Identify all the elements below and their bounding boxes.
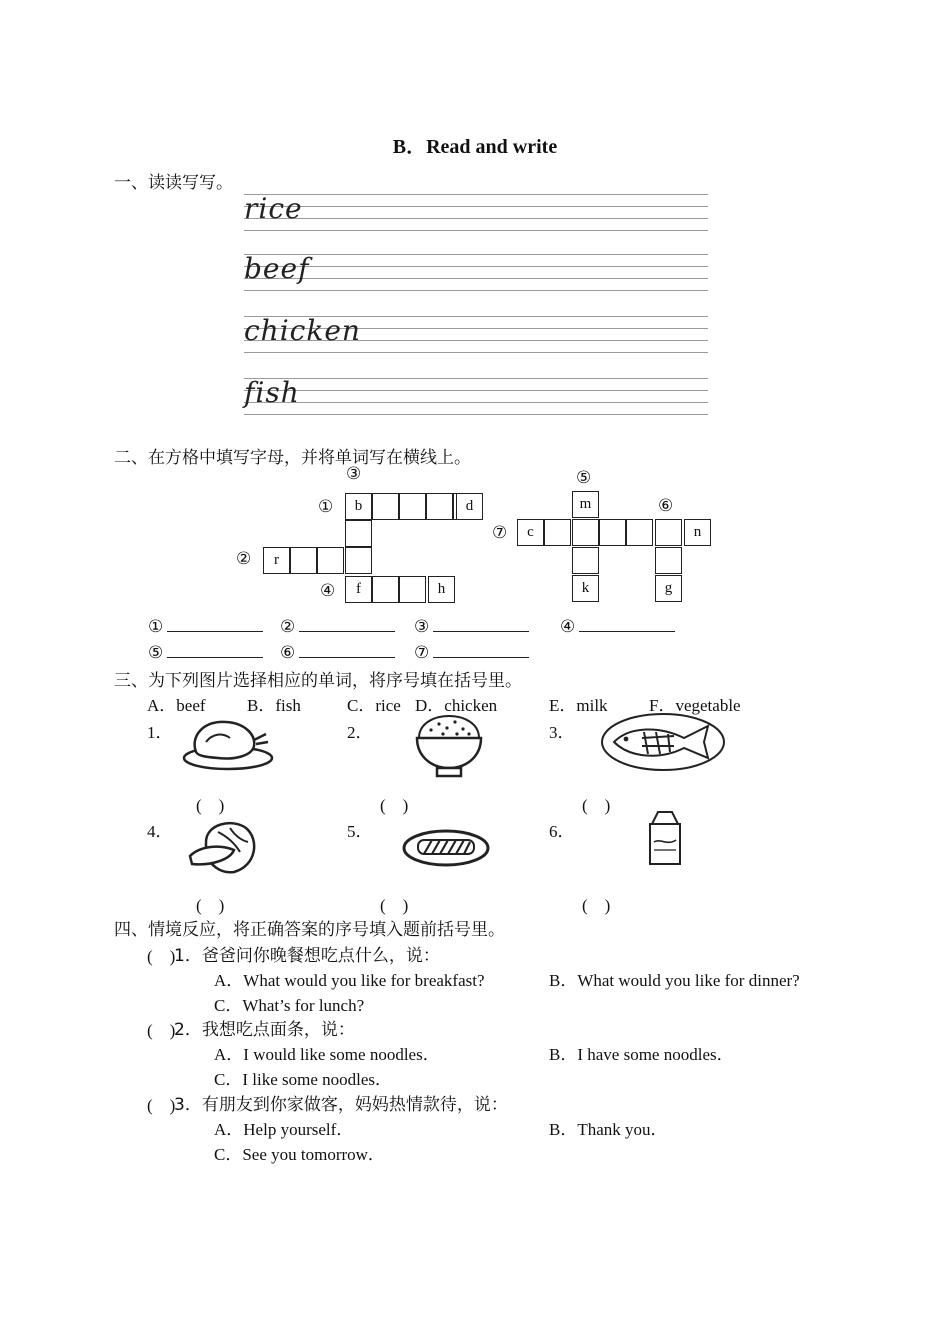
crossword-cell[interactable] [599, 519, 626, 546]
beef-plate-icon [402, 828, 490, 868]
crossword-cell[interactable]: d [456, 493, 483, 520]
handwriting-word-beef: beef [244, 252, 310, 285]
crossword-cell[interactable]: r [263, 547, 290, 574]
crossword-cell[interactable]: m [572, 491, 599, 518]
roast-chicken-icon [182, 712, 274, 772]
crossword-cell[interactable] [626, 519, 653, 546]
section4-heading: 四、情境反应，将正确答案的序号填入题前括号里。 [114, 920, 505, 940]
question-stem-3: 3．有朋友到你家做客，妈妈热情款待，说： [174, 1095, 508, 1115]
page-title: B．Read and write [392, 136, 558, 158]
item-number-3: 3． [549, 723, 575, 742]
option-c: C．rice [347, 696, 401, 715]
handwriting-word-chicken: chicken [244, 314, 361, 347]
question-bracket-3[interactable]: ( ) [147, 1096, 176, 1115]
milk-carton-icon [646, 810, 684, 866]
marker-5: ⑤ [576, 468, 592, 488]
item-number-5: 5． [347, 822, 373, 841]
answer-line-3[interactable] [414, 617, 529, 637]
section3-heading: 三、为下列图片选择相应的单词，将序号填在括号里。 [114, 671, 522, 691]
crossword-cell[interactable] [345, 520, 372, 547]
answer-bracket-2[interactable]: ( ) [380, 796, 409, 815]
answer-label: ⑤ [148, 643, 164, 663]
item-number-4: 4． [147, 822, 173, 841]
answer-label: ③ [414, 617, 430, 637]
option-e: E．milk [549, 696, 608, 715]
handwriting-practice-area [244, 192, 708, 424]
answer-bracket-1[interactable]: ( ) [196, 796, 225, 815]
marker-6: ⑥ [658, 496, 674, 516]
crossword-cell[interactable] [399, 493, 426, 520]
crossword-cell[interactable] [572, 547, 599, 574]
rice-bowl-icon [413, 712, 485, 778]
section2-heading: 二、在方格中填写字母，并将单词写在横线上。 [114, 448, 471, 468]
question-stem-1: 1．爸爸问你晚餐想吃点什么，说： [174, 946, 440, 966]
answer-bracket-3[interactable]: ( ) [582, 796, 611, 815]
crossword-cell[interactable]: n [684, 519, 711, 546]
option-d: D．chicken [415, 696, 498, 715]
crossword-cell[interactable] [372, 493, 399, 520]
option-b: B．fish [247, 696, 301, 715]
crossword-cell[interactable] [655, 519, 682, 546]
answer-label: ⑥ [280, 643, 296, 663]
marker-2: ② [236, 549, 252, 569]
crossword-cell[interactable] [572, 519, 599, 546]
answer-label: ④ [560, 617, 576, 637]
question-2-option-c: C．I like some noodles． [214, 1070, 393, 1089]
question-stem-2: 2．我想吃点面条，说： [174, 1020, 355, 1040]
fish-plate-icon [600, 712, 726, 772]
crossword-cell[interactable] [345, 547, 372, 574]
crossword-cell[interactable]: b [345, 493, 372, 520]
marker-7: ⑦ [492, 523, 508, 543]
crossword-cell[interactable] [317, 547, 344, 574]
crossword-cell[interactable]: k [572, 575, 599, 602]
crossword-cell[interactable] [290, 547, 317, 574]
question-bracket-1[interactable]: ( ) [147, 947, 176, 966]
option-f: F．vegetable [649, 696, 741, 715]
answer-line-6[interactable] [280, 643, 395, 663]
crossword-cell[interactable] [655, 547, 682, 574]
answer-bracket-5[interactable]: ( ) [380, 896, 409, 915]
question-2-option-b: B．I have some noodles． [549, 1045, 734, 1064]
crossword-cell[interactable]: h [428, 576, 455, 603]
crossword-cell[interactable]: g [655, 575, 682, 602]
question-1-option-a: A．What would you like for breakfast? [214, 971, 485, 990]
crossword-cell[interactable] [399, 576, 426, 603]
marker-4: ④ [320, 581, 336, 601]
crossword-cell[interactable] [544, 519, 571, 546]
question-3-option-c: C．See you tomorrow． [214, 1145, 385, 1164]
marker-1: ① [318, 497, 334, 517]
crossword-cell[interactable]: c [517, 519, 544, 546]
item-number-6: 6． [549, 822, 575, 841]
answer-line-7[interactable] [414, 643, 529, 663]
question-1-option-b: B．What would you like for dinner? [549, 971, 800, 990]
item-number-1: 1． [147, 723, 173, 742]
section1-heading: 一、读读写写。 [114, 173, 233, 193]
question-3-option-a: A．Help yourself． [214, 1120, 354, 1139]
handwriting-word-rice: rice [244, 192, 303, 225]
item-number-2: 2． [347, 723, 373, 742]
option-a: A．beef [147, 696, 206, 715]
answer-line-1[interactable] [148, 617, 263, 637]
answer-line-4[interactable] [560, 617, 675, 637]
answer-label: ⑦ [414, 643, 430, 663]
question-3-option-b: B．Thank you． [549, 1120, 668, 1139]
answer-line-2[interactable] [280, 617, 395, 637]
crossword-cell[interactable] [372, 576, 399, 603]
marker-3: ③ [346, 464, 362, 484]
answer-label: ① [148, 617, 164, 637]
answer-bracket-4[interactable]: ( ) [196, 896, 225, 915]
question-1-option-c: C．What’s for lunch? [214, 996, 365, 1015]
vegetable-icon [186, 818, 260, 874]
crossword-cell[interactable]: f [345, 576, 372, 603]
question-bracket-2[interactable]: ( ) [147, 1021, 176, 1040]
answer-label: ② [280, 617, 296, 637]
answer-bracket-6[interactable]: ( ) [582, 896, 611, 915]
answer-line-5[interactable] [148, 643, 263, 663]
handwriting-word-fish: fish [244, 376, 300, 409]
question-2-option-a: A．I would like some noodles． [214, 1045, 440, 1064]
crossword-cell[interactable] [426, 493, 453, 520]
